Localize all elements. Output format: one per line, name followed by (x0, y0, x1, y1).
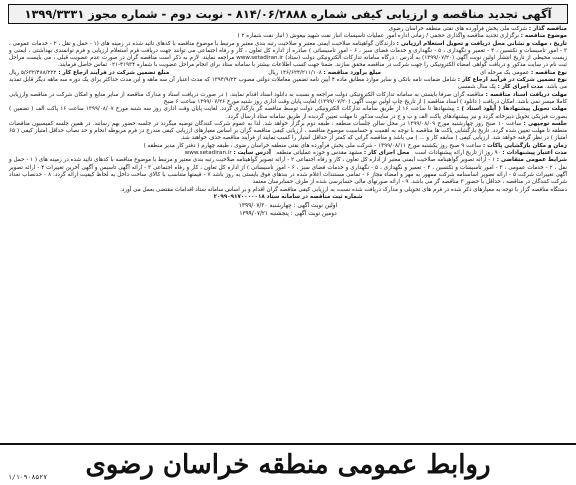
guarantee-line: نوع تضمین شرکت در فرآیند ارجاع کار : شامل ضمانت نامه بانکی و سایر موارد مطابق ماده ۴ آیین نامه تضمین معاملات دولتی مصوب ۱۳۹۴/۹/۲۲ که مدت اعتبار آن سه ماهه و این مدت حداکثر برای یک دوره سه ماهه دیگر قابل تمدید می باشد. مدت اجرای کار : یک سال شمسی (9, 77, 567, 91)
tender-organizer-line: مناقصه گذار : شرکت ملی پخش فرآورده های نفتی منطقه خراسان رضوی (388, 26, 567, 32)
envelope-opening-line: زمان و مکان بازگشایی پاکات : ساعت ۹ صبح روز یکشنبه مورخ ۱۳۹۹/۰۸/۱۱ - شرکت ملی پخش فرآورده های نفتی منطقه خراسان رضوی ، طبقه چهارم ( دفتر کار مدیر منطقه ) (143, 142, 567, 149)
opening-line: جلسه توجیهی : ساعت ۱۰ صبح روز چهارشنبه مورخ ۱۳۹۹/۰۸/۰۹ در محل سالن جلسات منطقه ، طبقه دوم برگزار خواهد شد. لذا به عموم شرکت کنندگان توصیه میگردد در جلسه حضور بهم رسانند. در همین جلسه کمیسیون مناقصات منطقه تا مهلت تعیین شده گردد. تاریخ بازگشایی پاکت ها مناقصه با توجه به اهمیت و حساسیت موضوع مناقصه ، ارزیابی کیفی مناقصه گران بر اساس معیارهای ارزیابی کیفی مندرج در فرم مربوطه انجام و حد نصاب حداقل امتیاز کیفی ( ۶۵ امتیاز ) در نظر گرفته خواهد شد. ارزیابی کیفی ( سابقه کار و ... ) می باشد و مناقصه گرانی که کمتر از حداقل امتیاز را کسب نمایند از فرآیند مناقصه حذف خواهند شد. (9, 120, 568, 142)
closing-line: دستگاه مناقصه گزار با توجه به معیارهای ذکر شده در فرم های تحویلی و مدارک دریافت شده نسبت به ارزیابی کیفی مناقصه گران اقدام و بر اساس سامانه ستاد اقدامات مقتضی بعمل می آورد. (120, 186, 567, 193)
reference-line: شماره ثبت مناقصه در سامانه ستاد ۲۰۹۹۰۹۱۷۰۰۰۰۰۱۸ (213, 193, 363, 200)
tender-subject-line: موضوع مناقصه : برگزاری تجدید مناقصه واگذاری حجمی / زمانی اداره امور عملیات تاسیسات انبار نفت شهید بیغوش ( انبار نفت شماره ۲ ) (237, 33, 567, 40)
publication-dates (6, 202, 570, 218)
notice-title: آگهی تجدید مناقصه و ارزیابی کیفی شماره ۸۱۴/۰۶/۲۸۸۸ - نوبت دوم - شماره مجوز ۱۳۹۹/۳۳۳۱ (8, 4, 568, 24)
second-publication-date: دومین نوبت آگهی : پنجشنبه ۱۳۹۹/۰۷/۲۱ (239, 211, 337, 218)
conditions-line: شرایط عمومی متقاضی : ۱ - ارائه تصویر گواهینامه صلاحیت ایمنی معتبر از اداره کل تعاون ، کار و رفاه اجتماعی ۲ - ارائه تصویر گواهینامه صلاحیت رتبه بندی معتبر و مرتبط با موضوع مناقصه با کدهای تائید شده در زمینه های ( ۱ - حمل و نقل ، ۲ - خدمات عمومی ، ۳ - امور تاسیسات و تکنسین ، ۴ - تعمیر و نگهداری ، ۵ - نگهداری و خدمات فضای سبز ، ۶ - امور تاسیساتی ) از اداره کل تعاون ، کار و رفاه اجتماعی ۳ - ارائه آگهی تاسیس و آگهی آخرین تغییرات ۴ - ارائه تصویر آگهی تغییرات شرکت ۵ - ارائه تصویر اساسنامه شرکت ممهور به مهر و امضاء مجاز ۶ - تمامی مستندات اعلام شده در بندهای فوق بایستی به روز باشد ۷ - قیمتها متناسب با کالای ساخت داخل به لحاظ کیفیت ارائه گردد. ۸ - حدنصاب تعداد شرکت کنندگان در مناقصه ، حداقل با حضور ۳ مناقصه گر می باشد. ۹ - ارائه صورتهای مالی حسابرسی شده از طرف حسابرسان معتمد (9, 157, 567, 186)
ad-code: ۱/۱۰۹۰۸۵۲۷ (8, 473, 48, 481)
validity-line: مدت اعتبار پیشنهادات : ۹۰ روز از تاریخ ارائه پیشنهادات است محل اجرای کار : مشهد مقدس و حوزه عملیاتی منطقه آدرس سایت : www.setadiran.ir (184, 150, 567, 157)
notice-body (6, 26, 570, 201)
submission-line: مهلت تحویل پیشنهادها ( آپلود اسناد ) : پیشنهادها تا ساعت ۱۶ از طریق سامانه تدارکات الکترونیکی دولت توسط مناقصه گر بارگذاری گردد. لغایت پایان وقت اداری روز سه شنبه مورخ ۱۳۹۹/۰۸/۰۷ ساعت ۱۶ پاکت الف ( تضمین ) بصورت فیزیکی تحویل دبیرخانه گردد و نیز پیشنهادهای پاکت الف و ب و ج در سایت مذکور تا مهلت تعیین گردیده از طریق سامانه ستاد ارسال گردد. (9, 106, 568, 120)
organization-band (0, 443, 576, 485)
documents-line: مهلت دریافت اسناد مناقصه : مناقصه گران صرفا بایستی به سامانه تدارکات الکترونیکی دولت مراجعه و نسبت به دانلود اسناد اقدام نمایند. ( در صورت دریافت اسناد و مدارک مناقصه از سایر منابع و امکان شرکت در مناقصه وارزیابی کاملا میسر نمی باشد. امکان دریافت ( دانلود ) اسناد مناقصه ( از تاریخ چاپ اولین نوبت آگهی (۱۳۹۹/۰۷/۲۰) لغایت پایان وقت اداری روز شنبه مورخ ۱۳۹۹/۰۷/۲۶ ساعت ۶ صبح (9, 91, 567, 105)
tender-cost-line: نوع مناقصه : عمومی یک مرحله ای مبلغ برآورد مناقصه : ۱۴۶/۶۲۴/۲۱۱/۱۰۸ ریال مبلغ تضمین شرکت در فرآیند ارجاع کار : ۵/۶۳۲/۴۸۸/۲۲۲ ریال (9, 69, 567, 76)
tender-documents-deadline: تاریخ ، مهلت و نشانی محل دریافت و تحویل استعلام ارزیابی : دارندگان گواهینامه صلاحیت ایمنی معتبر و صلاحیت رتبه بندی معتبر و مرتبط با موضوع مناقصه با کدهای تائید شده در زمینه های (۱ - حمل و نقل ، ۲ - خدمات عمومی ، ۳ - امور تاسیسات و تکنسین ، ۴ - تعمیر و نگهداری ، ۵ - نگهداری و خدمات فضای سبز ، ۶ - امور تاسیساتی ) صادره از اداره کل تعاون ، کار و رفاه اجتماعی می توانند جهت دریافت فرم استعلام ارزیابی و فرم توانمندی بهداشتی ، ایمنی و زیست محیطی از تاریخ انتشار اولین نوبت آگهی (۱۳۹۹/۰۷/۲۰) به آدرس : درگاه سامانه تدارکات الکترونیکی دولت (ستاد) www.setadiran.ir مراجعه نمایند. لازم به ذکر است مناقصه گران در صورت عدم عضویت قبلی ، می بایست مراحل ثبت نام در سایت مذکور و دریافت گواهی امضاء الکترونیکی را جهت شرکت در مناقصه محقق سازند. ضمنا جهت کسب اطلاعات بیشتر با سامانه ستاد برای انجام مراحل عضویت با شماره ۴۱۹۳۴-۰۲۱ تماس حاصل فرمایند. (9, 40, 568, 69)
first-publication-date: اولین نوبت آگهی : چهارشنبه ۱۳۹۹/۰۷/۲۰ (238, 203, 338, 210)
organization-name: روابط عمومی منطقه خراسان رضوی (85, 450, 491, 480)
